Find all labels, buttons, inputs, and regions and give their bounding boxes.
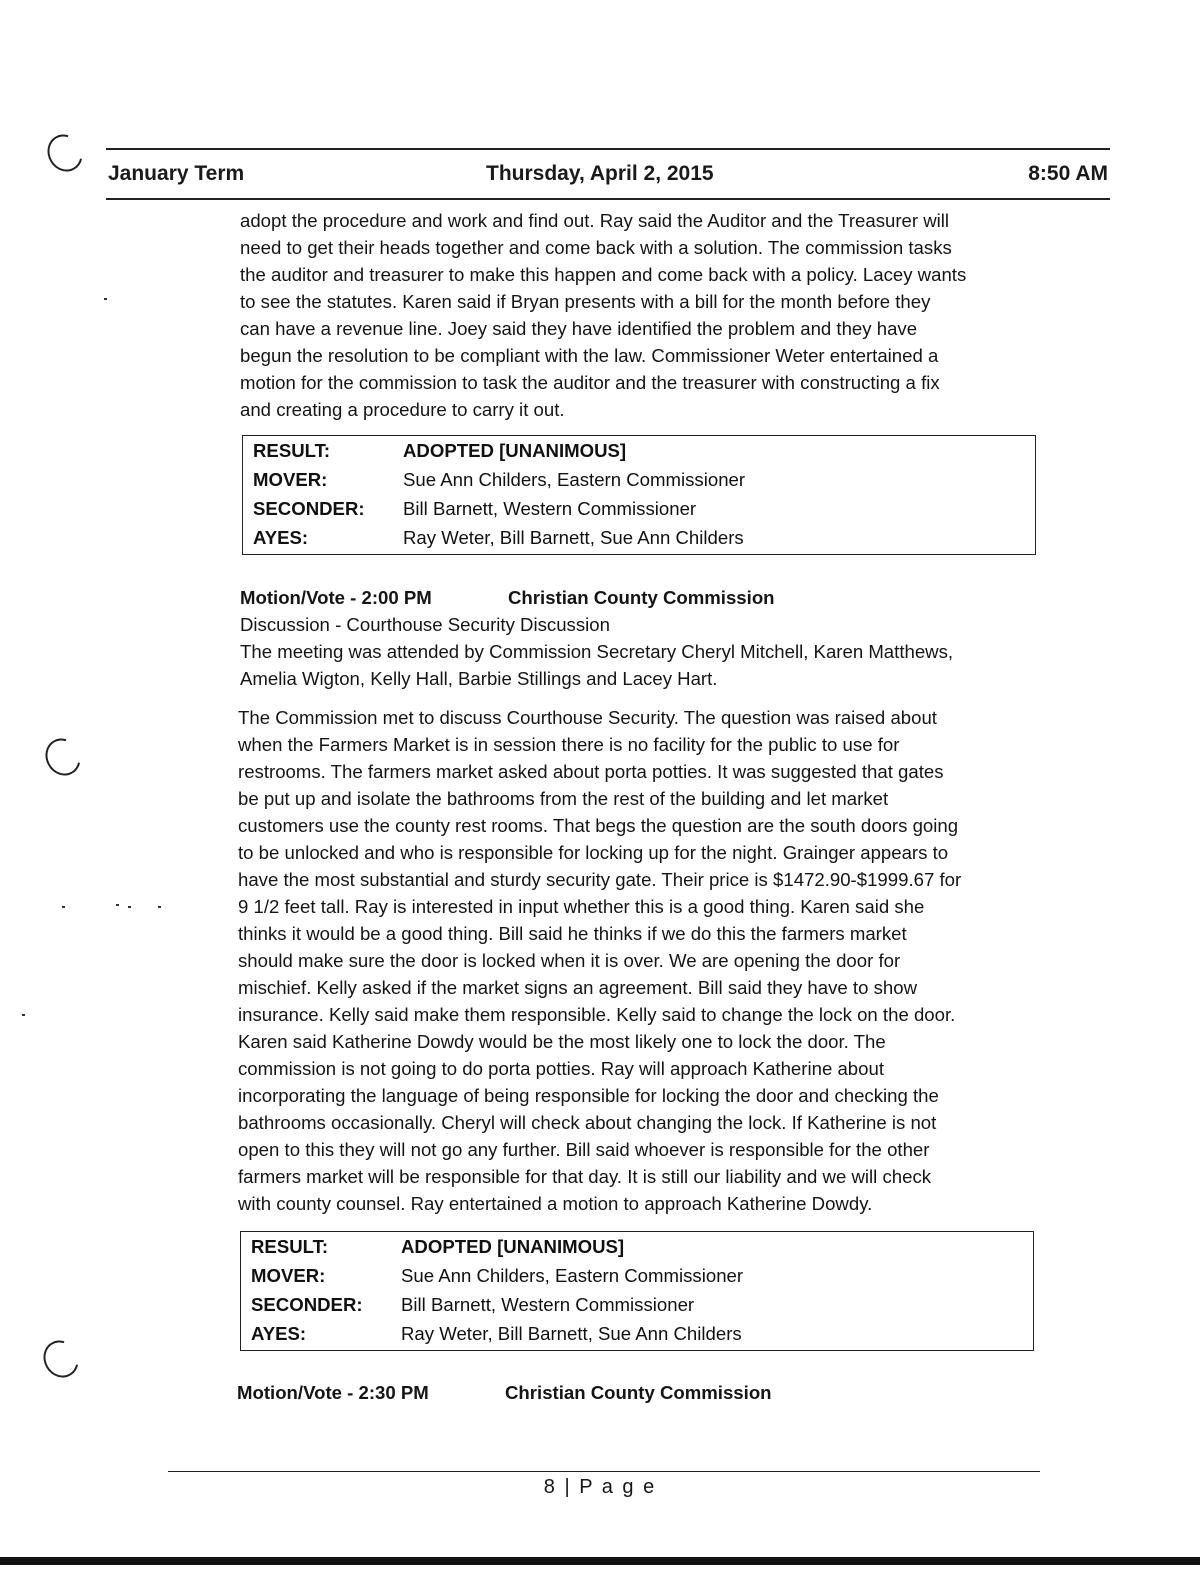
text-line: and creating a procedure to carry it out. (240, 399, 565, 420)
scan-speck (128, 906, 131, 908)
result-label: RESULT: (253, 440, 331, 461)
text-line: need to get their heads together and come back with a solution. The commission tasks (240, 237, 952, 258)
scan-speck (22, 1014, 25, 1016)
text-line: motion for the commission to task the auditor and the treasurer with constructing a fix (240, 372, 940, 393)
scan-edge (0, 1557, 1200, 1565)
seconder-label: SECONDER: (251, 1294, 363, 1315)
result-value: ADOPTED [UNANIMOUS] (401, 1236, 625, 1257)
motion-label: Motion/Vote - 2:00 PM (240, 587, 432, 608)
page-header (106, 148, 1110, 200)
text-line: can have a revenue line. Joey said they have identified the problem and they have (240, 318, 918, 339)
punch-hole-bottom (37, 1334, 85, 1384)
motion-heading (240, 587, 775, 609)
ayes-label: AYES: (251, 1323, 307, 1344)
vote-result-box (242, 435, 1036, 555)
text-line: Karen said Katherine Dowdy would be the most likely one to lock the door. The (238, 1031, 886, 1052)
result-label: RESULT: (251, 1236, 329, 1257)
vote-result-box (240, 1231, 1034, 1351)
text-line: with county counsel. Ray entertained a motion to approach Katherine Dowdy. (238, 1193, 873, 1214)
footer-rule (168, 1471, 1040, 1472)
motion-label: Motion/Vote - 2:30 PM (237, 1382, 429, 1403)
text-line: when the Farmers Market is in session there is no facility for the public to use for (238, 734, 900, 755)
text-line: be put up and isolate the bathrooms from the rest of the building and let market (238, 788, 889, 809)
vote-row-ayes (243, 523, 1035, 552)
ayes-value: Ray Weter, Bill Barnett, Sue Ann Childers (403, 527, 744, 548)
mover-label: MOVER: (251, 1265, 326, 1286)
text-line: begun the resolution to be compliant with the law. Commissioner Weter entertained a (240, 345, 939, 366)
seconder-label: SECONDER: (253, 498, 365, 519)
mover-label: MOVER: (253, 469, 328, 490)
text-line: insurance. Kelly said make them responsible. Kelly said to change the lock on the door. (238, 1004, 956, 1025)
text-line: mischief. Kelly asked if the market signs an agreement. Bill said they have to show (238, 977, 917, 998)
header-date: Thursday, April 2, 2015 (486, 162, 714, 185)
text-line: commission is not going to do porta potties. Ray will approach Katherine about (238, 1058, 884, 1079)
punch-hole-top (41, 128, 89, 178)
text-line: should make sure the door is locked when it is over. We are opening the door for (238, 950, 901, 971)
header-term: January Term (108, 162, 245, 185)
header-time: 8:50 AM (1028, 162, 1108, 185)
text-line: Amelia Wigton, Kelly Hall, Barbie Stillings and Lacey Hart. (240, 668, 718, 689)
text-line: the auditor and treasurer to make this happen and come back with a policy. Lacey wants (240, 264, 967, 285)
vote-row-mover (243, 465, 1035, 494)
scan-speck (104, 298, 107, 300)
result-value: ADOPTED [UNANIMOUS] (403, 440, 627, 461)
text-line: bathrooms occasionally. Cheryl will check about changing the lock. If Katherine is not (238, 1112, 937, 1133)
motion-heading (237, 1382, 772, 1404)
text-line: The Commission met to discuss Courthouse Security. The question was raised about (238, 707, 937, 728)
seconder-value: Bill Barnett, Western Commissioner (403, 498, 697, 519)
mover-value: Sue Ann Childers, Eastern Commissioner (403, 469, 746, 490)
text-line: restrooms. The farmers market asked about porta potties. It was suggested that gates (238, 761, 944, 782)
vote-row-seconder (241, 1290, 1033, 1319)
vote-row-seconder (243, 494, 1035, 523)
discussion-title: Discussion - Courthouse Security Discussion (240, 614, 610, 635)
ayes-label: AYES: (253, 527, 309, 548)
vote-row-result (243, 436, 1035, 465)
text-line: customers use the county rest rooms. That begs the question are the south doors going (238, 815, 959, 836)
text-line: thinks it would be a good thing. Bill said he thinks if we do this the farmers market (238, 923, 907, 944)
seconder-value: Bill Barnett, Western Commissioner (401, 1294, 695, 1315)
text-line: open to this they will not go any further. Bill said whoever is responsible for the other (238, 1139, 930, 1160)
text-line: to be unlocked and who is responsible for locking up for the night. Grainger appears to (238, 842, 949, 863)
vote-row-ayes (241, 1319, 1033, 1348)
security-paragraph (238, 704, 1078, 1217)
text-line: incorporating the language of being responsible for locking the door and checking the (238, 1085, 939, 1106)
text-line: have the most substantial and sturdy security gate. Their price is $1472.90-$1999.67 for (238, 869, 962, 890)
mover-value: Sue Ann Childers, Eastern Commissioner (401, 1265, 744, 1286)
text-line: to see the statutes. Karen said if Bryan presents with a bill for the month before they (240, 291, 931, 312)
scan-speck (158, 906, 161, 908)
attendance-paragraph (240, 638, 1070, 692)
vote-row-mover (241, 1261, 1033, 1290)
intro-paragraph (240, 207, 1070, 423)
scan-speck (62, 906, 65, 908)
motion-organization: Christian County Commission (505, 1382, 772, 1403)
text-line: 9 1/2 feet tall. Ray is interested in input whether this is a good thing. Karen said she (238, 896, 925, 917)
text-line: The meeting was attended by Commission Secretary Cheryl Mitchell, Karen Matthews, (240, 641, 954, 662)
scan-speck (116, 904, 119, 906)
punch-hole-middle (39, 732, 87, 782)
vote-row-result (241, 1232, 1033, 1261)
ayes-value: Ray Weter, Bill Barnett, Sue Ann Childers (401, 1323, 742, 1344)
motion-organization: Christian County Commission (508, 587, 775, 608)
page-number: 8 | P a g e (543, 1476, 657, 1498)
text-line: adopt the procedure and work and find out. Ray said the Auditor and the Treasurer will (240, 210, 950, 231)
text-line: farmers market will be responsible for that day. It is still our liability and we will check (238, 1166, 932, 1187)
